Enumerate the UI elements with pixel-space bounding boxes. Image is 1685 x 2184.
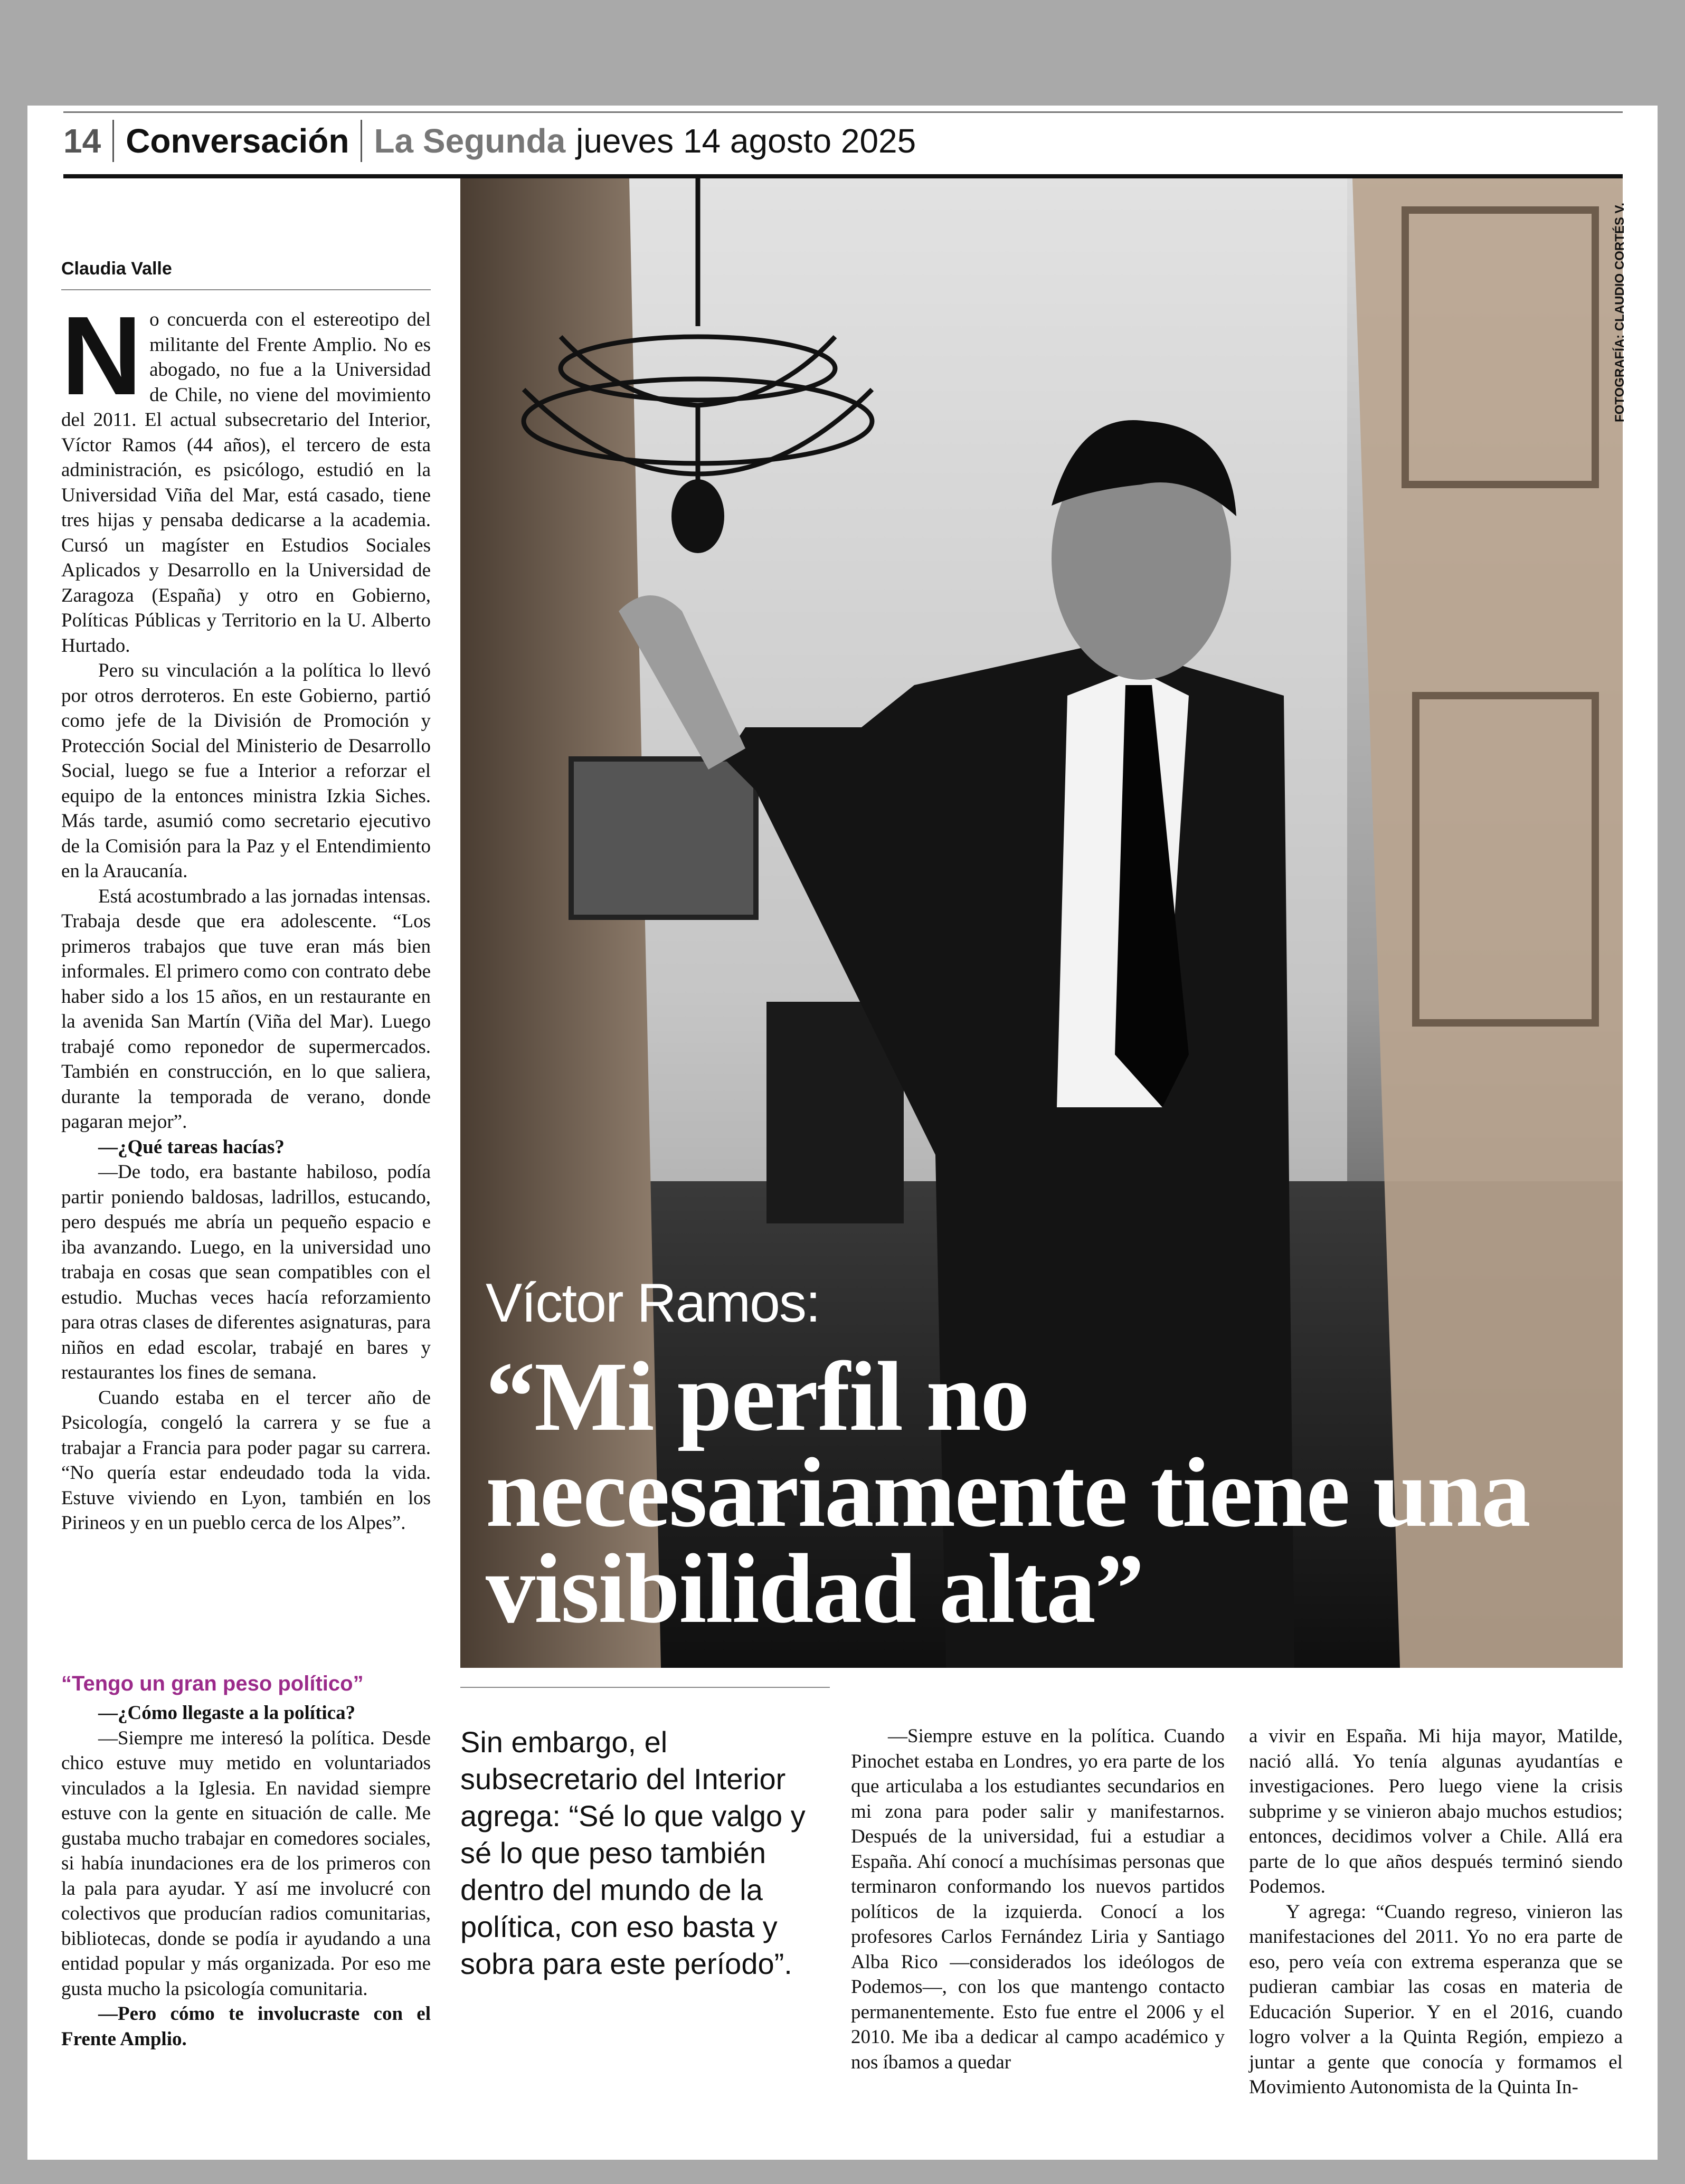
page-header xyxy=(63,117,916,165)
page-number: 14 xyxy=(63,120,114,162)
photo-credit: FOTOGRAFÍA: CLAUDIO CORTÉS V. xyxy=(1613,202,1627,422)
paragraph-2: Pero su vinculación a la política lo llevó por otros derroteros. En este Gobierno, partió como jefe de la División de Promoción y Protección Social del Ministerio de Desarrollo Social, luego se fue a Interior a reforzar el equipo de la entonces ministra Izkia Siches. Más tarde, asumió como secretario ejecutivo de la Comisión para la Paz y el Entendimiento en la Araucanía. xyxy=(61,660,431,882)
paragraph-5: Cuando estaba en el tercer año de Psicología, congeló la carrera y se fue a trabajar a Francia para poder pagar su carrera. “No quería estar endeudado toda la vida. Estuve viviendo en Lyon, también en los Pirineos y en un pueblo cerca de los Alpes”. xyxy=(61,1387,431,1534)
interview-question-3: —Pero cómo te involucraste con el Frente Amplio. xyxy=(61,2003,431,2050)
newspaper-name: La Segunda xyxy=(374,122,566,160)
article-column-4 xyxy=(1249,1724,1623,2100)
paragraph-4: —De todo, era bastante habiloso, podía partir poniendo baldosas, ladrillos, estucando, pero después me abría un pequeño espacio e iba avanzando. Luego, en la universidad uno trabaja en cosas que sean compatibles con el estudio. Muchas veces hacía reforzamiento para otras clases de diferentes asignaturas, para niños en edad escolar, trabajé en bares y restaurantes los fines de semana. xyxy=(61,1161,431,1383)
scan-margin-right xyxy=(1658,0,1685,2184)
subheading: “Tengo un gran peso político” xyxy=(61,1672,364,1695)
header-rule-bottom xyxy=(63,174,1623,178)
headline-kicker: Víctor Ramos: xyxy=(486,1273,820,1334)
pull-quote: Sin embargo, el subsecretario del Interior agrega: “Sé lo que valgo y sé lo que peso también dentro del mundo de la política, con eso basta y sobra para este período”. xyxy=(460,1725,806,1980)
paragraph-3: Está acostumbrado a las jornadas intensas. Trabaja desde que era adolescente. “Los primeros trabajos que tuve eran más bien informales. El primero como con contrato debe haber sido a los 15 años, en un restaurante en la avenida San Martín (Viña del Mar). Luego trabajé como reponedor de supermercados. También en construcción, en lo que saliera, durante la temporada de verano, donde pagaran mejor”. xyxy=(61,885,431,1133)
article-column-3 xyxy=(851,1724,1225,2075)
byline-rule xyxy=(61,289,431,290)
scan-margin-bottom xyxy=(0,2160,1685,2184)
byline: Claudia Valle xyxy=(61,259,172,279)
drop-cap: N xyxy=(61,293,143,418)
section-name: Conversación xyxy=(114,120,362,162)
paragraph-6: —Siempre me interesó la política. Desde chico estuve muy metido en voluntariados vinculados a la Iglesia. En navidad siempre estuve con la gente en situación de calle. Me gustaba mucho trabajar en comedores sociales, si había inundaciones era de los primeros con la pala para ayudar. Y así me involucré con colectivos que producían radios comunitarias, bibliotecas, donde se podía ir ayudando a una entidad popular y más organizada. Por eso me gusta mucho la psicología comunitaria. xyxy=(61,1727,431,2000)
paragraph-8: a vivir en España. Mi hija mayor, Matilde, nació allá. Yo tenía algunas ayudantías e investigaciones. Pero luego viene la crisis subprime y se vinieron abajo muchos estudios; entonces, decidimos volver a Chile. Allá era parte de lo que años después terminó siendo Podemos. xyxy=(1249,1725,1623,1897)
headline: “Mi perfil no necesariamente tiene una visibilidad alta” xyxy=(486,1341,1530,1644)
paragraph-7: —Siempre estuve en la política. Cuando Pinochet estaba en Londres, yo era parte de los que articulaba a los estudiantes secundarios en mi zona para poder salir y manifestarnos. Después de la universidad, fui a estudiar a España. Ahí conocí a muchísimas personas que terminaron conformando los nuevos partidos políticos de la izquierda. Conocí a los profesores Carlos Fernández Liria y Santiago Alba Rico —considerados los ideólogos de Podemos—, con los que mantengo contacto permanentemente. Esto fue entre el 2006 y el 2010. Me iba a dedicar al campo académico y nos íbamos a quedar xyxy=(851,1725,1225,2073)
issue-date: jueves 14 agosto 2025 xyxy=(576,122,916,160)
pullquote-rule xyxy=(460,1687,830,1688)
article-column-1 xyxy=(61,293,431,1536)
interview-question-1: —¿Qué tareas hacías? xyxy=(98,1136,285,1158)
article-column-1-continued xyxy=(61,1701,431,2052)
paragraph-1-text: o concuerda con el estereotipo del militante del Frente Amplio. No es abogado, no fue a la Universidad de Chile, no viene del movimiento del 2011. El actual subsecretario del Interior, Víctor Ramos (44 años), el tercero de esta administración, es psicólogo, estudió en la Universidad Viña del Mar, está casado, tiene tres hijas y pensaba dedicarse a la academia. Cursó un magíster en Estudios Sociales Aplicados y Desarrollo en la Universidad de Zaragoza (España) y otro en Gobierno, Políticas Públicas y Territorio en la U. Alberto Hurtado. xyxy=(61,309,431,657)
scan-margin-top xyxy=(0,0,1685,106)
scan-margin-left xyxy=(0,0,27,2184)
paragraph-1 xyxy=(61,293,431,658)
interview-question-2: —¿Cómo llegaste a la política? xyxy=(98,1702,356,1724)
header-rule-top xyxy=(63,111,1623,113)
paragraph-9: Y agrega: “Cuando regreso, vinieron las manifestaciones del 2011. Yo no era parte de eso, pero veía con extrema esperanza que se pudieran cambiar las cosas en materia de Educación Superior. Y en el 2016, cuando logro volver a la Quinta Región, empiezo a juntar a gente que conocía y formamos el Movimiento Autonomista de la Quinta In- xyxy=(1249,1901,1623,2098)
